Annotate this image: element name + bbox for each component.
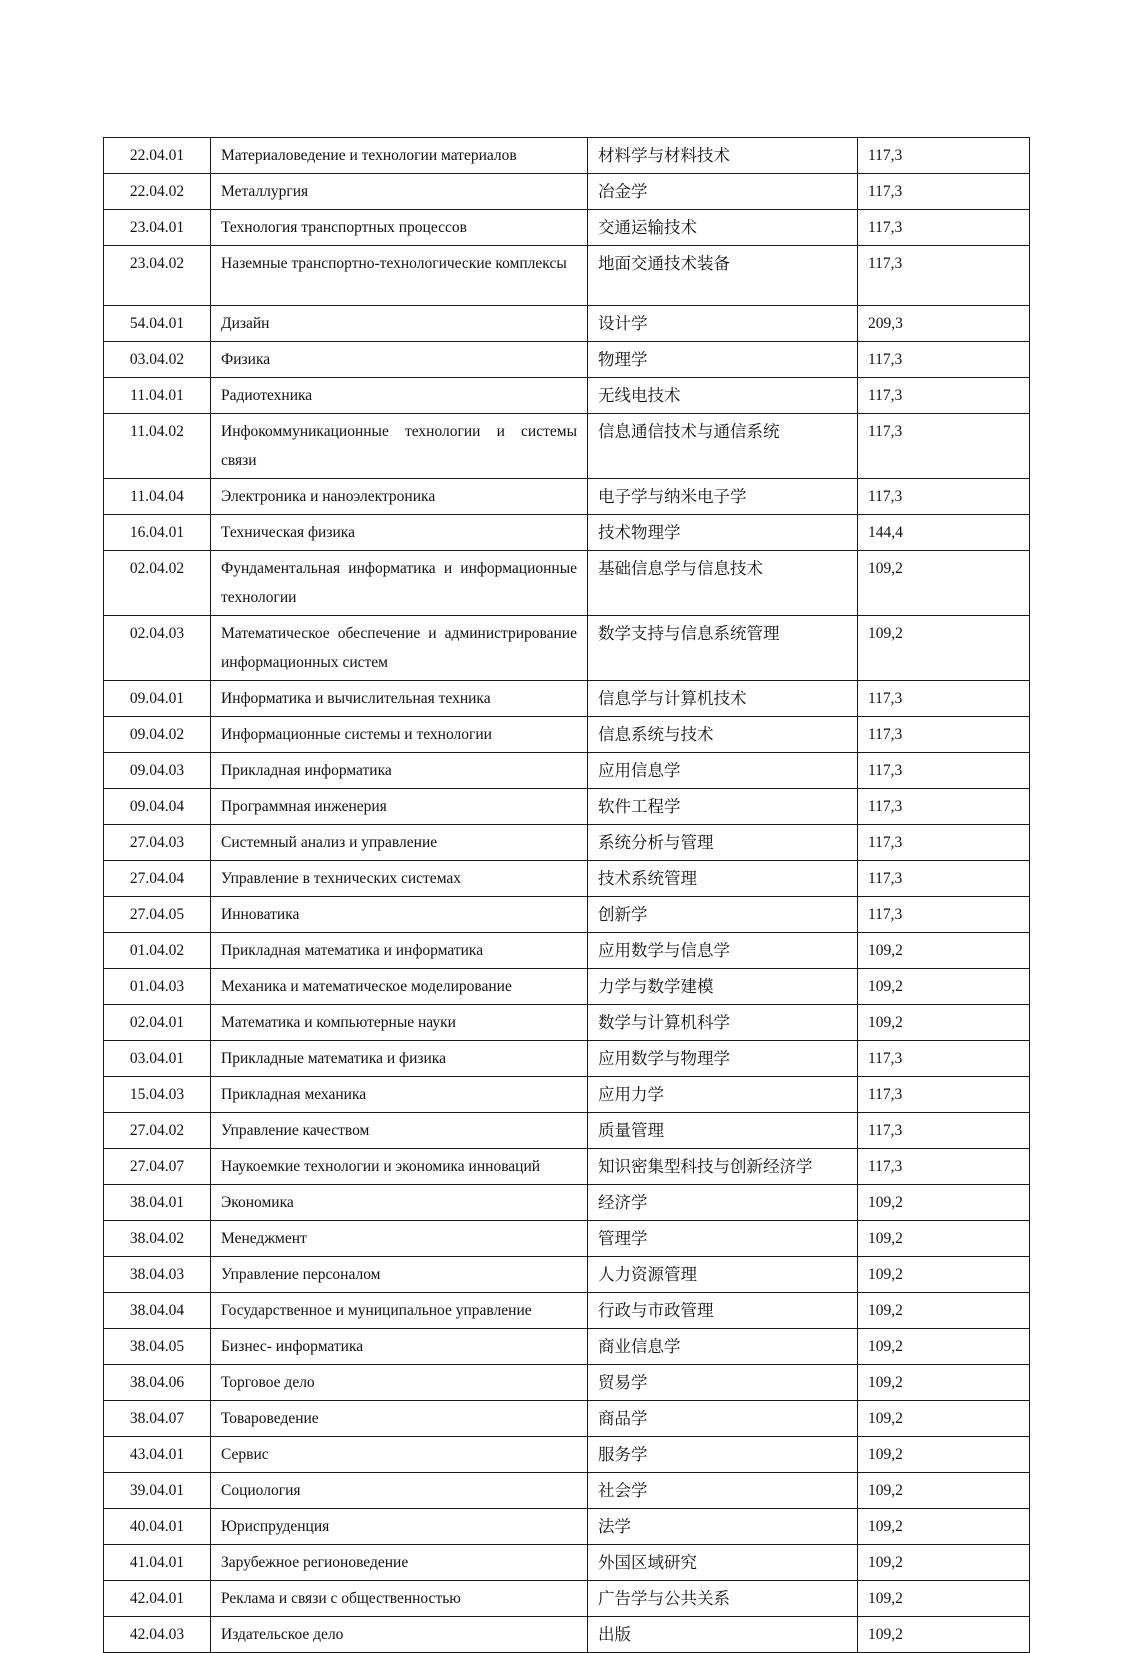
- program-name-ru-cell: Информационные системы и технологии: [211, 717, 588, 753]
- program-name-zh-cell: 创新学: [588, 897, 858, 933]
- program-name-ru-cell: Прикладная информатика: [211, 753, 588, 789]
- program-name-ru-cell: Экономика: [211, 1185, 588, 1221]
- program-value-cell: 117,3: [858, 1077, 1030, 1113]
- program-code-cell: 38.04.01: [104, 1185, 211, 1221]
- program-code-cell: 42.04.03: [104, 1617, 211, 1653]
- program-value-cell: 109,2: [858, 1293, 1030, 1329]
- program-value-cell: 109,2: [858, 969, 1030, 1005]
- table-row: [104, 1473, 1030, 1509]
- program-name-zh-cell: 冶金学: [588, 174, 858, 210]
- program-name-ru-cell: Сервис: [211, 1437, 588, 1473]
- program-name-zh-cell: 物理学: [588, 342, 858, 378]
- program-name-ru-cell: Программная инженерия: [211, 789, 588, 825]
- program-code-cell: 41.04.01: [104, 1545, 211, 1581]
- program-code-cell: 27.04.05: [104, 897, 211, 933]
- program-value-cell: 117,3: [858, 1149, 1030, 1185]
- program-name-ru-cell: Государственное и муниципальное управление: [211, 1293, 588, 1329]
- table-row: [104, 1545, 1030, 1581]
- table-row: [104, 1329, 1030, 1365]
- program-code-cell: 02.04.03: [104, 616, 211, 681]
- program-name-ru-cell: Системный анализ и управление: [211, 825, 588, 861]
- program-code-cell: 43.04.01: [104, 1437, 211, 1473]
- program-value-cell: 109,2: [858, 1617, 1030, 1653]
- program-code-cell: 27.04.07: [104, 1149, 211, 1185]
- program-name-zh-cell: 贸易学: [588, 1365, 858, 1401]
- program-code-cell: 15.04.03: [104, 1077, 211, 1113]
- program-name-zh-cell: 数学与计算机科学: [588, 1005, 858, 1041]
- program-name-zh-cell: 应用信息学: [588, 753, 858, 789]
- program-value-cell: 109,2: [858, 933, 1030, 969]
- program-name-ru-cell: Торговое дело: [211, 1365, 588, 1401]
- program-name-ru-cell: Юриспруденция: [211, 1509, 588, 1545]
- program-name-zh-cell: 信息系统与技术: [588, 717, 858, 753]
- table-row: [104, 138, 1030, 174]
- program-name-ru-cell: Управление в технических системах: [211, 861, 588, 897]
- program-value-cell: 109,2: [858, 1473, 1030, 1509]
- program-code-cell: 09.04.01: [104, 681, 211, 717]
- program-code-cell: 27.04.03: [104, 825, 211, 861]
- table-row: [104, 933, 1030, 969]
- program-name-zh-cell: 应用数学与物理学: [588, 1041, 858, 1077]
- program-name-ru-cell: Металлургия: [211, 174, 588, 210]
- program-code-cell: 11.04.02: [104, 414, 211, 479]
- program-name-zh-cell: 经济学: [588, 1185, 858, 1221]
- program-value-cell: 117,3: [858, 1041, 1030, 1077]
- program-code-cell: 38.04.07: [104, 1401, 211, 1437]
- program-name-zh-cell: 商业信息学: [588, 1329, 858, 1365]
- table-row: [104, 1401, 1030, 1437]
- program-name-ru-cell: Наземные транспортно-технологические комплексы: [211, 246, 588, 306]
- program-name-ru-cell: Менеджмент: [211, 1221, 588, 1257]
- program-name-ru-cell: Реклама и связи с общественностью: [211, 1581, 588, 1617]
- program-value-cell: 109,2: [858, 1005, 1030, 1041]
- table-row: [104, 1149, 1030, 1185]
- program-value-cell: 144,4: [858, 515, 1030, 551]
- table-row: [104, 969, 1030, 1005]
- program-value-cell: 109,2: [858, 1221, 1030, 1257]
- program-code-cell: 01.04.02: [104, 933, 211, 969]
- program-value-cell: 109,2: [858, 1437, 1030, 1473]
- program-value-cell: 117,3: [858, 897, 1030, 933]
- program-name-zh-cell: 交通运输技术: [588, 210, 858, 246]
- program-name-ru-cell: Бизнес- информатика: [211, 1329, 588, 1365]
- program-code-cell: 23.04.02: [104, 246, 211, 306]
- program-code-cell: 11.04.01: [104, 378, 211, 414]
- program-name-ru-cell: Прикладная механика: [211, 1077, 588, 1113]
- program-code-cell: 54.04.01: [104, 306, 211, 342]
- program-name-ru-cell: Техническая физика: [211, 515, 588, 551]
- table-row: [104, 246, 1030, 306]
- program-name-ru-cell: Инноватика: [211, 897, 588, 933]
- program-code-cell: 39.04.01: [104, 1473, 211, 1509]
- program-name-ru-cell: Электроника и наноэлектроника: [211, 479, 588, 515]
- program-name-ru-cell: Физика: [211, 342, 588, 378]
- table-row: [104, 789, 1030, 825]
- program-name-zh-cell: 电子学与纳米电子学: [588, 479, 858, 515]
- program-code-cell: 38.04.03: [104, 1257, 211, 1293]
- table-row: [104, 1293, 1030, 1329]
- program-name-zh-cell: 力学与数学建模: [588, 969, 858, 1005]
- table-row: [104, 1257, 1030, 1293]
- program-code-cell: 38.04.05: [104, 1329, 211, 1365]
- table-row: [104, 378, 1030, 414]
- program-name-ru-cell: Информатика и вычислительная техника: [211, 681, 588, 717]
- program-name-zh-cell: 法学: [588, 1509, 858, 1545]
- table-row: [104, 681, 1030, 717]
- program-value-cell: 117,3: [858, 414, 1030, 479]
- program-name-zh-cell: 管理学: [588, 1221, 858, 1257]
- table-row: [104, 1617, 1030, 1653]
- program-name-zh-cell: 软件工程学: [588, 789, 858, 825]
- program-name-ru-cell: Управление качеством: [211, 1113, 588, 1149]
- program-name-zh-cell: 无线电技术: [588, 378, 858, 414]
- program-value-cell: 109,2: [858, 1329, 1030, 1365]
- program-code-cell: 38.04.02: [104, 1221, 211, 1257]
- program-name-zh-cell: 数学支持与信息系统管理: [588, 616, 858, 681]
- program-value-cell: 117,3: [858, 246, 1030, 306]
- program-name-ru-cell: Зарубежное регионоведение: [211, 1545, 588, 1581]
- program-name-ru-cell: Технология транспортных процессов: [211, 210, 588, 246]
- program-value-cell: 109,2: [858, 1401, 1030, 1437]
- table-row: [104, 551, 1030, 616]
- table-row: [104, 1005, 1030, 1041]
- table-row: [104, 717, 1030, 753]
- program-name-ru-cell: Материаловедение и технологии материалов: [211, 138, 588, 174]
- program-name-ru-cell: Инфокоммуникационные технологии и системы связи: [211, 414, 588, 479]
- table-row: [104, 1437, 1030, 1473]
- table-row: [104, 1509, 1030, 1545]
- program-code-cell: 09.04.02: [104, 717, 211, 753]
- program-code-cell: 27.04.04: [104, 861, 211, 897]
- program-value-cell: 117,3: [858, 861, 1030, 897]
- program-name-zh-cell: 技术系统管理: [588, 861, 858, 897]
- program-name-ru-cell: Дизайн: [211, 306, 588, 342]
- program-value-cell: 117,3: [858, 789, 1030, 825]
- table-row: [104, 1185, 1030, 1221]
- table-row: [104, 342, 1030, 378]
- program-name-ru-cell: Фундаментальная информатика и информационные технологии: [211, 551, 588, 616]
- program-name-zh-cell: 出版: [588, 1617, 858, 1653]
- program-name-zh-cell: 社会学: [588, 1473, 858, 1509]
- program-code-cell: 02.04.02: [104, 551, 211, 616]
- table-row: [104, 861, 1030, 897]
- table-row: [104, 306, 1030, 342]
- program-code-cell: 23.04.01: [104, 210, 211, 246]
- table-row: [104, 1365, 1030, 1401]
- table-row: [104, 515, 1030, 551]
- program-value-cell: 109,2: [858, 1257, 1030, 1293]
- program-name-zh-cell: 地面交通技术装备: [588, 246, 858, 306]
- table-row: [104, 210, 1030, 246]
- table-row: [104, 616, 1030, 681]
- program-name-ru-cell: Прикладные математика и физика: [211, 1041, 588, 1077]
- program-name-ru-cell: Математика и компьютерные науки: [211, 1005, 588, 1041]
- table-row: [104, 174, 1030, 210]
- program-code-cell: 22.04.01: [104, 138, 211, 174]
- program-value-cell: 109,2: [858, 616, 1030, 681]
- program-code-cell: 02.04.01: [104, 1005, 211, 1041]
- program-name-zh-cell: 设计学: [588, 306, 858, 342]
- programs-table-body: [104, 138, 1030, 1653]
- program-name-ru-cell: Радиотехника: [211, 378, 588, 414]
- program-value-cell: 117,3: [858, 1113, 1030, 1149]
- table-row: [104, 1581, 1030, 1617]
- program-name-zh-cell: 信息学与计算机技术: [588, 681, 858, 717]
- program-name-zh-cell: 材料学与材料技术: [588, 138, 858, 174]
- program-code-cell: 09.04.03: [104, 753, 211, 789]
- table-row: [104, 414, 1030, 479]
- program-value-cell: 117,3: [858, 681, 1030, 717]
- program-name-zh-cell: 信息通信技术与通信系统: [588, 414, 858, 479]
- program-code-cell: 22.04.02: [104, 174, 211, 210]
- program-value-cell: 109,2: [858, 551, 1030, 616]
- program-name-zh-cell: 商品学: [588, 1401, 858, 1437]
- program-value-cell: 109,2: [858, 1509, 1030, 1545]
- program-value-cell: 117,3: [858, 378, 1030, 414]
- program-name-zh-cell: 应用力学: [588, 1077, 858, 1113]
- table-row: [104, 479, 1030, 515]
- program-name-zh-cell: 知识密集型科技与创新经济学: [588, 1149, 858, 1185]
- program-code-cell: 03.04.01: [104, 1041, 211, 1077]
- table-row: [104, 1113, 1030, 1149]
- program-code-cell: 16.04.01: [104, 515, 211, 551]
- program-value-cell: 109,2: [858, 1185, 1030, 1221]
- program-name-ru-cell: Наукоемкие технологии и экономика инноваций: [211, 1149, 588, 1185]
- program-value-cell: 117,3: [858, 825, 1030, 861]
- program-value-cell: 117,3: [858, 342, 1030, 378]
- program-code-cell: 38.04.04: [104, 1293, 211, 1329]
- program-value-cell: 117,3: [858, 174, 1030, 210]
- program-name-zh-cell: 系统分析与管理: [588, 825, 858, 861]
- program-name-zh-cell: 质量管理: [588, 1113, 858, 1149]
- table-row: [104, 1077, 1030, 1113]
- program-name-ru-cell: Издательское дело: [211, 1617, 588, 1653]
- program-code-cell: 03.04.02: [104, 342, 211, 378]
- program-value-cell: 109,2: [858, 1581, 1030, 1617]
- table-row: [104, 753, 1030, 789]
- table-row: [104, 1041, 1030, 1077]
- program-value-cell: 117,3: [858, 717, 1030, 753]
- program-name-zh-cell: 广告学与公共关系: [588, 1581, 858, 1617]
- table-row: [104, 897, 1030, 933]
- program-value-cell: 117,3: [858, 138, 1030, 174]
- program-name-ru-cell: Управление персоналом: [211, 1257, 588, 1293]
- program-value-cell: 117,3: [858, 210, 1030, 246]
- program-name-zh-cell: 技术物理学: [588, 515, 858, 551]
- program-name-zh-cell: 外国区域研究: [588, 1545, 858, 1581]
- program-name-ru-cell: Механика и математическое моделирование: [211, 969, 588, 1005]
- program-name-zh-cell: 服务学: [588, 1437, 858, 1473]
- program-code-cell: 09.04.04: [104, 789, 211, 825]
- program-code-cell: 42.04.01: [104, 1581, 211, 1617]
- program-code-cell: 01.04.03: [104, 969, 211, 1005]
- program-value-cell: 117,3: [858, 479, 1030, 515]
- program-name-zh-cell: 行政与市政管理: [588, 1293, 858, 1329]
- program-value-cell: 117,3: [858, 753, 1030, 789]
- program-value-cell: 209,3: [858, 306, 1030, 342]
- program-code-cell: 27.04.02: [104, 1113, 211, 1149]
- program-name-ru-cell: Социология: [211, 1473, 588, 1509]
- program-name-ru-cell: Товароведение: [211, 1401, 588, 1437]
- program-code-cell: 40.04.01: [104, 1509, 211, 1545]
- program-name-ru-cell: Математическое обеспечение и администрирование информационных систем: [211, 616, 588, 681]
- program-value-cell: 109,2: [858, 1365, 1030, 1401]
- program-name-zh-cell: 基础信息学与信息技术: [588, 551, 858, 616]
- program-name-zh-cell: 应用数学与信息学: [588, 933, 858, 969]
- table-row: [104, 1221, 1030, 1257]
- programs-table: [103, 137, 1030, 1653]
- program-code-cell: 11.04.04: [104, 479, 211, 515]
- program-name-ru-cell: Прикладная математика и информатика: [211, 933, 588, 969]
- program-code-cell: 38.04.06: [104, 1365, 211, 1401]
- program-name-zh-cell: 人力资源管理: [588, 1257, 858, 1293]
- table-row: [104, 825, 1030, 861]
- program-value-cell: 109,2: [858, 1545, 1030, 1581]
